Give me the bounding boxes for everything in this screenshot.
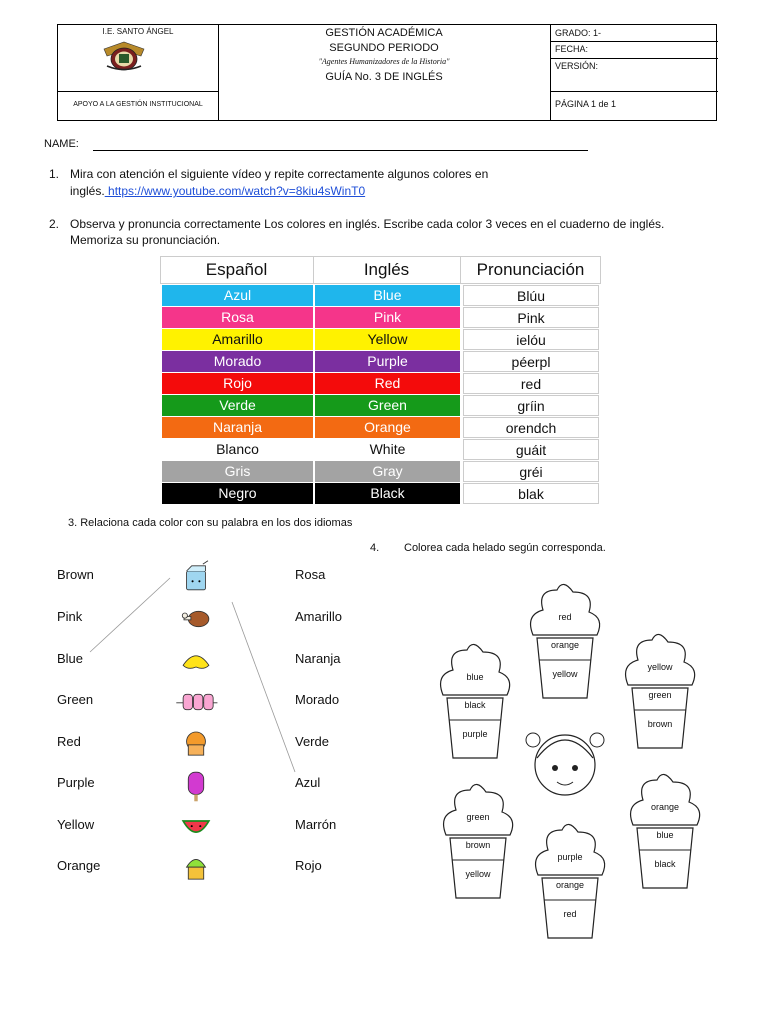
scoop-shape[interactable] [441,644,510,695]
color-cell-english: Gray [315,461,460,482]
scoop-shape[interactable] [631,774,700,825]
color-cell-spanish: Negro [162,483,313,504]
scoop-shape[interactable] [536,824,605,875]
pronunciation-cell: Pink [463,307,599,328]
match-word-english[interactable]: Green [57,692,94,707]
drumstick-icon [174,601,218,642]
q4-number: 4. [370,542,380,554]
match-word-english[interactable]: Yellow [57,817,95,832]
color-cell-spanish: Azul [162,285,313,306]
matching-area [0,540,360,880]
pronunciation-cell: red [463,373,599,394]
icecream-color-label: orange [550,640,580,650]
date-label: FECHA: [555,44,589,54]
q2-text: Observa y pronuncia correctamente Los colores en inglés. Escribe cada color 3 veces en el cuaderno de inglés. [70,217,665,231]
icecream-color-label: brown [465,840,491,850]
header-guide: GUÍA No. 3 DE INGLÉS [325,71,443,83]
icecream-color-label: black [464,700,486,710]
header-motto: "Agentes Humanizadores de la Historia" [318,57,450,66]
color-cell-english: Blue [315,285,460,306]
icecream-color-label: red [558,612,572,622]
color-cell-spanish: Blanco [162,439,313,460]
icecream-color-label: blue [656,830,674,840]
icecream-area [425,570,725,950]
icecream-color-label: brown [647,719,673,729]
color-cell-english: White [315,439,460,460]
color-cell-spanish: Morado [162,351,313,372]
q1-number: 1. [49,167,60,181]
girl-face-icon [526,733,604,795]
marshmallow-skewer-icon [174,684,218,725]
pronunciation-cell: gríin [463,395,599,416]
icecream-color-label: black [654,859,676,869]
match-word-spanish[interactable]: Verde [295,734,329,749]
match-word-english[interactable]: Red [57,734,81,749]
pronunciation-cell: blak [463,483,599,504]
match-word-english[interactable]: Blue [57,651,84,666]
grade-label: GRADO: 1- [555,28,602,38]
scoop-shape[interactable] [444,784,513,835]
match-word-spanish[interactable]: Rojo [295,858,322,873]
header-english: Inglés [313,256,461,284]
color-cell-english: Orange [315,417,460,438]
match-word-spanish[interactable]: Amarillo [295,609,342,624]
header-title: GESTIÓN ACADÉMICA [325,27,443,39]
color-cell-spanish: Gris [162,461,313,482]
color-cell-english: Yellow [315,329,460,350]
video-link[interactable]: https://www.youtube.com/watch?v=8kiu4sWinT0 [104,184,366,198]
icecream-color-label: orange [555,880,585,890]
icecream-color-label: yellow [465,869,491,879]
icecream-color-label: yellow [552,669,578,679]
match-word-spanish[interactable]: Morado [295,692,340,707]
color-cell-spanish: Rojo [162,373,313,394]
version-label: VERSIÓN: [555,61,599,71]
q4-title: Colorea cada helado según corresponda. [404,542,606,554]
school-seal-icon [101,39,147,73]
match-word-english[interactable]: Pink [57,609,83,624]
match-word-spanish[interactable]: Azul [295,775,321,790]
document-header [57,24,717,121]
pronunciation-cell: gréi [463,461,599,482]
q3-title: 3. Relaciona cada color con su palabra en los dos idiomas [68,517,353,529]
pronunciation-cell: Blúu [463,285,599,306]
page-label: PÁGINA 1 de 1 [555,99,617,109]
pronunciation-cell: ielóu [463,329,599,350]
scoop-shape[interactable] [626,634,695,685]
q1-text: Mira con atención el siguiente vídeo y repite correctamente algunos colores en [70,167,489,181]
match-word-spanish[interactable]: Naranja [295,651,341,666]
header-period: SEGUNDO PERIODO [329,42,439,54]
color-cell-spanish: Amarillo [162,329,313,350]
icecream-color-label: yellow [647,662,673,672]
muffin-icon [174,726,218,767]
color-cell-spanish: Naranja [162,417,313,438]
header-spanish: Español [160,256,314,284]
color-cell-english: Purple [315,351,460,372]
icecream-color-label: green [648,690,672,700]
name-line[interactable] [93,150,588,151]
icecream-color-label: orange [650,802,680,812]
color-cell-english: Pink [315,307,460,328]
school-name: I.E. SANTO ÁNGEL [102,27,174,36]
color-cell-english: Black [315,483,460,504]
cupcake-icon [174,850,218,891]
color-cell-spanish: Rosa [162,307,313,328]
match-word-english[interactable]: Purple [57,775,95,790]
pronunciation-cell: guáit [463,439,599,460]
name-label: NAME: [44,138,79,150]
q2-text-2: Memoriza su pronunciación. [70,233,221,247]
color-cell-english: Red [315,373,460,394]
icecream-color-label: purple [557,852,583,862]
icecream-color-label: green [466,812,490,822]
match-word-english[interactable]: Brown [57,567,94,582]
croissant-icon [174,643,218,684]
scoop-shape[interactable] [531,584,600,635]
header-pronunciation: Pronunciación [476,260,585,279]
support-label: APOYO A LA GESTIÓN INSTITUCIONAL [73,101,203,108]
color-cell-english: Green [315,395,460,416]
pronunciation-cell: péerpl [463,351,599,372]
icecream-color-label: purple [462,729,488,739]
match-word-spanish[interactable]: Marrón [295,817,337,832]
q1-text-2: inglés. https://www.youtube.com/watch?v=8kiu4sWinT0 [70,184,366,198]
color-table [160,256,601,506]
color-cell-spanish: Verde [162,395,313,416]
match-word-spanish[interactable]: Rosa [295,567,326,582]
icecream-color-label: blue [466,672,484,682]
popsicle-icon [174,767,218,808]
icecream-drawing [425,570,725,950]
milk-carton-icon [174,559,218,600]
pronunciation-cell: orendch [463,417,599,438]
match-word-english[interactable]: Orange [57,858,101,873]
q2-number: 2. [49,217,60,231]
icecream-color-label: red [563,909,577,919]
watermelon-icon [174,809,218,850]
